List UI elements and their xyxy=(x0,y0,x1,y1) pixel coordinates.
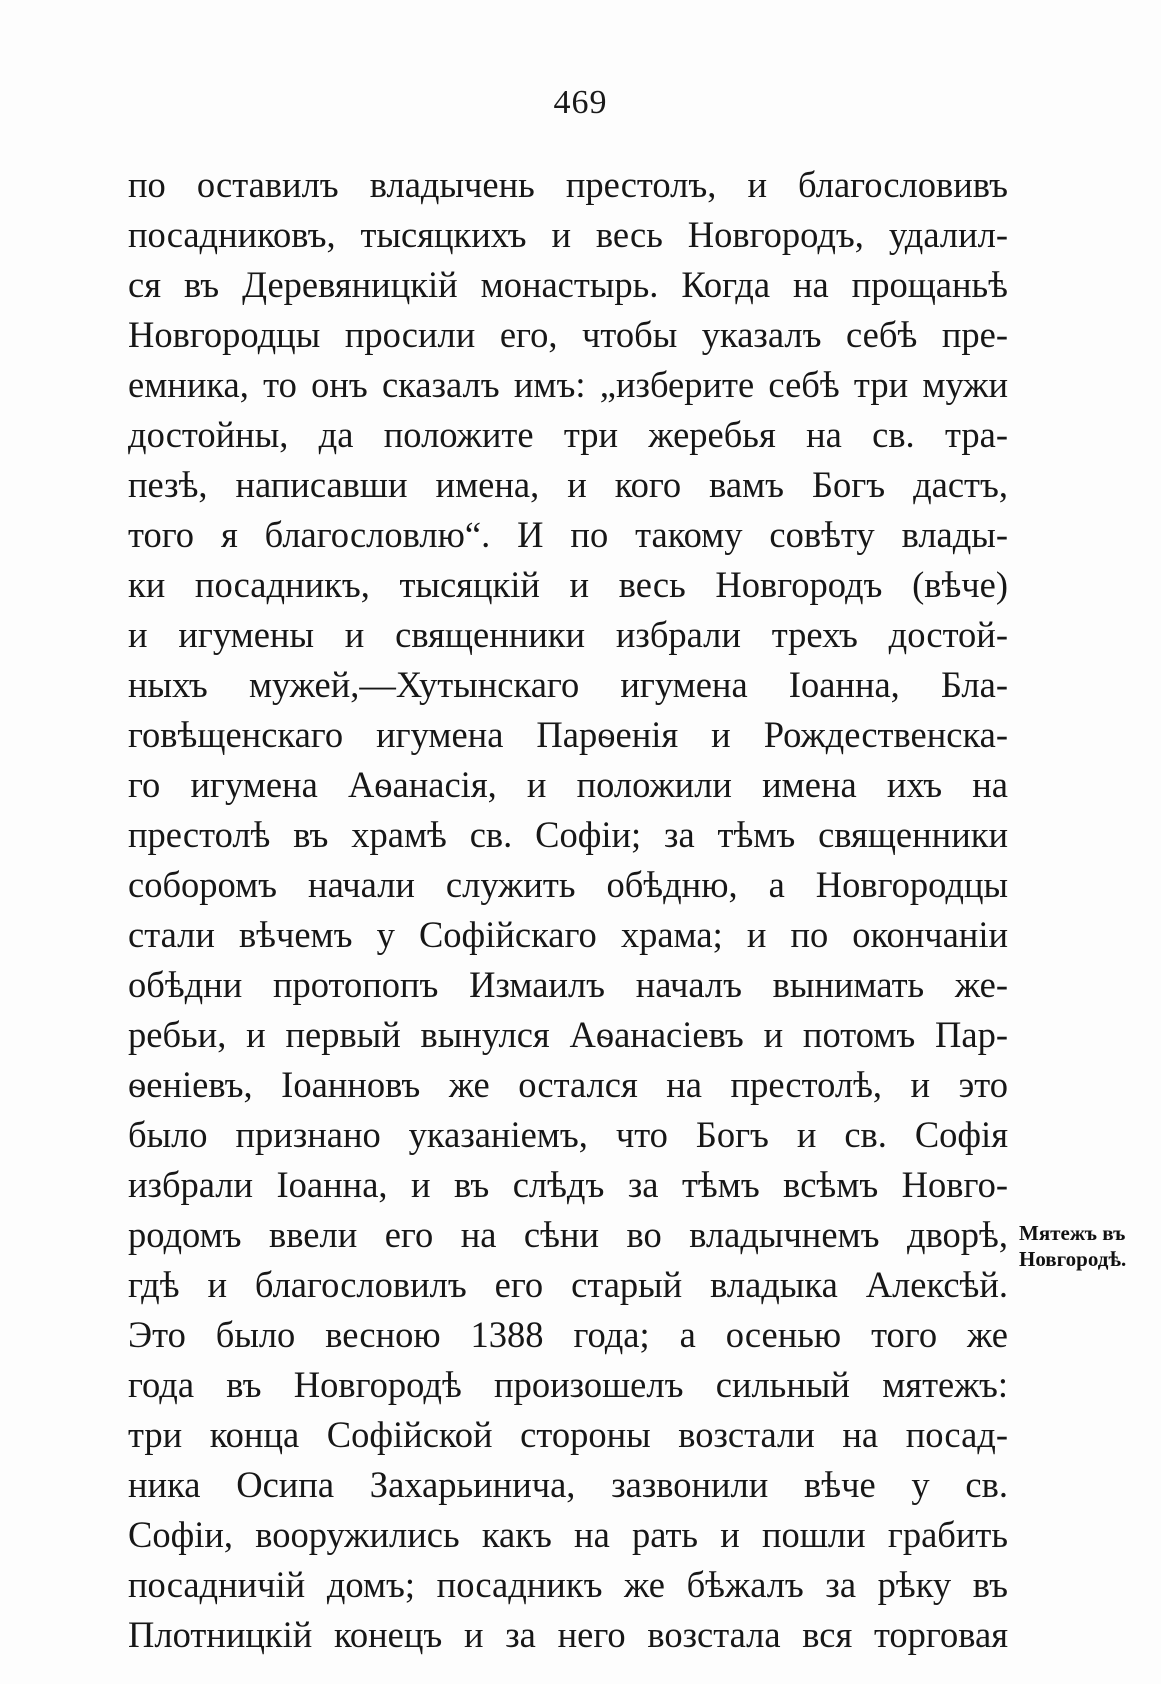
text-line: по оставилъ владычень престолъ, и благословивъ xyxy=(128,164,1008,205)
text-line: емника, то онъ сказалъ имъ: „изберите себѣ три мужи xyxy=(128,364,1008,405)
text-line: говѣщенскаго игумена Парѳенія и Рождественска- xyxy=(128,714,1008,755)
text-line: престолѣ въ храмѣ св. Софіи; за тѣмъ священники xyxy=(128,814,1008,855)
text-line: родомъ ввели его на сѣни во владычнемъ дворѣ, xyxy=(128,1214,1008,1255)
margin-note-line: Мятежъ въ xyxy=(1019,1221,1126,1245)
text-line: Плотницкій конецъ и за него возстала вся торговая xyxy=(128,1614,1008,1655)
text-line: стали вѣчемъ у Софійскаго храма; и по окончаніи xyxy=(128,914,1008,955)
text-line: ки посадникъ, тысяцкій и весь Новгородъ (вѣче) xyxy=(128,564,1008,605)
body-text xyxy=(128,160,1008,1660)
text-line: ся въ Деревяницкій монастырь. Когда на прощаньѣ xyxy=(128,264,1008,305)
text-line: три конца Софійской стороны возстали на посад- xyxy=(128,1414,1008,1455)
text-line: ребьи, и первый вынулся Аѳанасіевъ и потомъ Пар- xyxy=(128,1014,1008,1055)
text-line: соборомъ начали служить обѣдню, а Новгородцы xyxy=(128,864,1008,905)
text-line: Новгородцы просили его, чтобы указалъ себѣ пре- xyxy=(128,314,1008,355)
text-line: достойны, да положите три жеребья на св. тра- xyxy=(128,414,1008,455)
text-line: было признано указаніемъ, что Богъ и св. Софія xyxy=(128,1114,1008,1155)
text-line: гдѣ и благословилъ его старый владыка Алексѣй. xyxy=(128,1264,1008,1305)
text-line: ѳеніевъ, Іоанновъ же остался на престолѣ, и это xyxy=(128,1064,1008,1105)
text-line: Это было весною 1388 года; а осенью того же xyxy=(128,1314,1008,1355)
text-line: посадничій домъ; посадникъ же бѣжалъ за рѣку въ xyxy=(128,1564,1008,1605)
text-line: го игумена Аѳанасія, и положили имена ихъ на xyxy=(128,764,1008,805)
text-line: Софіи, вооружились какъ на рать и пошли грабить xyxy=(128,1514,1008,1555)
text-line: года въ Новгородѣ произошелъ сильный мятежъ: xyxy=(128,1364,1008,1405)
text-line: избрали Іоанна, и въ слѣдъ за тѣмъ всѣмъ Новго- xyxy=(128,1164,1008,1205)
text-line: и игумены и священники избрали трехъ достой- xyxy=(128,614,1008,655)
text-line: того я благословлю“. И по такому совѣту влады- xyxy=(128,514,1008,555)
margin-note-line: Новгородѣ. xyxy=(1019,1247,1127,1271)
text-line: обѣдни протопопъ Измаилъ началъ вынимать же- xyxy=(128,964,1008,1005)
text-line: посадниковъ, тысяцкихъ и весь Новгородъ, удалил- xyxy=(128,214,1008,255)
text-line: ныхъ мужей,—Хутынскаго игумена Іоанна, Бла- xyxy=(128,664,1008,705)
text-line: пезѣ, написавши имена, и кого вамъ Богъ дастъ, xyxy=(128,464,1008,505)
margin-note xyxy=(1019,1220,1149,1272)
page-number: 469 xyxy=(553,84,608,121)
text-line: ника Осипа Захарьинича, зазвонили вѣче у св. xyxy=(128,1464,1008,1505)
